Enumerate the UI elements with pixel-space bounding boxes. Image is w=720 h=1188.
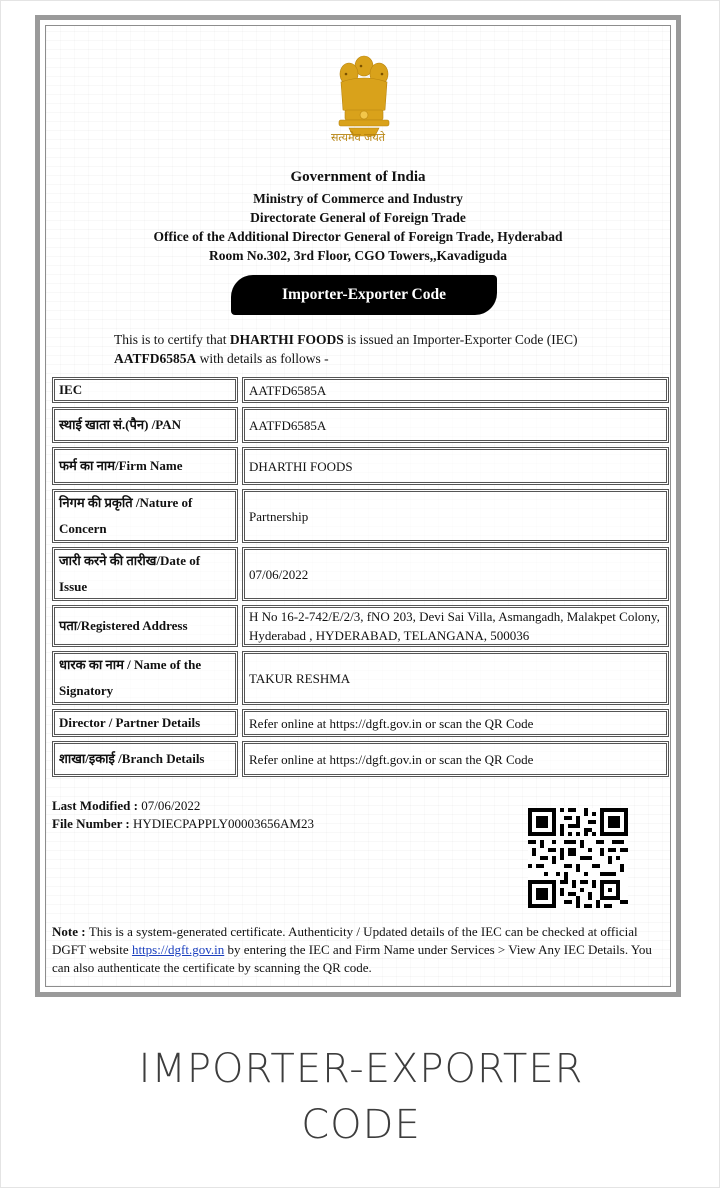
last-modified: Last Modified : 07/06/2022: [52, 798, 201, 813]
header-address: Room No.302, 3rd Floor, CGO Towers,,Kavadiguda: [208, 248, 508, 263]
certify-firm-name: DHARTHI FOODS: [229, 332, 344, 347]
file-number: File Number : HYDIECPAPPLY00003656AM23: [52, 816, 314, 831]
row-label: धारक का नाम / Name of the Signatory: [52, 651, 238, 705]
row-label: IEC: [52, 377, 238, 403]
table-row: [52, 377, 669, 403]
certificate-body: [45, 25, 671, 987]
certify-statement: This is to certify that DHARTHI FOODS is issued an Importer-Exporter Code (IEC) AATFD6585A with details as follows -: [114, 332, 578, 366]
details-table: [52, 377, 669, 781]
row-value: 07/06/2022: [242, 547, 669, 601]
row-label: जारी करने की तारीख/Date of Issue: [52, 547, 238, 601]
table-row: [52, 489, 669, 543]
row-value: Partnership: [242, 489, 669, 543]
certificate-note: Note : This is a system-generated certificate. Authenticity / Updated details of the IEC can be checked at official DGFT website https://dgft.gov.in by entering the IEC and Firm Name under Services > View Any IEC Details. You can also authenticate the certificate by scanning the QR code.: [52, 924, 652, 975]
table-row: [52, 407, 669, 443]
certificate-frame: [35, 15, 681, 997]
row-value: AATFD6585A: [242, 377, 669, 403]
caption-line-2: CODE: [301, 1102, 421, 1148]
table-row: [52, 605, 669, 647]
row-label: फर्म का नाम/Firm Name: [52, 447, 238, 485]
row-value: TAKUR RESHMA: [242, 651, 669, 705]
caption-line-1: IMPORTER-EXPORTER: [138, 1046, 584, 1092]
national-emblem-icon: [331, 52, 397, 164]
certificate-title: Importer-Exporter Code: [231, 275, 497, 315]
table-row: [52, 741, 669, 777]
emblem-motto: सत्यमेव जयते: [330, 131, 385, 144]
page-caption: [1, 1041, 720, 1153]
certify-iec: AATFD6585A: [114, 351, 197, 366]
row-label: Director / Partner Details: [52, 709, 238, 737]
row-value: H No 16-2-742/E/2/3, fNO 203, Devi Sai Villa, Asmangadh, Malakpet Colony, Hyderabad , HYDERABAD, TELANGANA, 500036: [242, 605, 669, 647]
row-value: DHARTHI FOODS: [242, 447, 669, 485]
row-value: Refer online at https://dgft.gov.in or scan the QR Code: [242, 709, 669, 737]
header-government: Government of India: [290, 169, 426, 185]
qr-code-icon[interactable]: [528, 808, 628, 908]
header-office: Office of the Additional Director General of Foreign Trade, Hyderabad: [153, 229, 563, 244]
row-label: निगम की प्रकृति /Nature of Concern: [52, 489, 238, 543]
table-row: [52, 447, 669, 485]
table-row: [52, 651, 669, 705]
row-label: स्थाई खाता सं.(पैन) /PAN: [52, 407, 238, 443]
dgft-website-link[interactable]: https://dgft.gov.in: [131, 942, 225, 957]
row-value: Refer online at https://dgft.gov.in or scan the QR Code: [242, 741, 669, 777]
table-row: [52, 547, 669, 601]
table-row: [52, 709, 669, 737]
header-directorate: Directorate General of Foreign Trade: [250, 210, 466, 225]
header-ministry: Ministry of Commerce and Industry: [253, 191, 463, 206]
row-value: AATFD6585A: [242, 407, 669, 443]
row-label: पता/Registered Address: [52, 605, 238, 647]
row-label: शाखा/इकाई /Branch Details: [52, 741, 238, 777]
